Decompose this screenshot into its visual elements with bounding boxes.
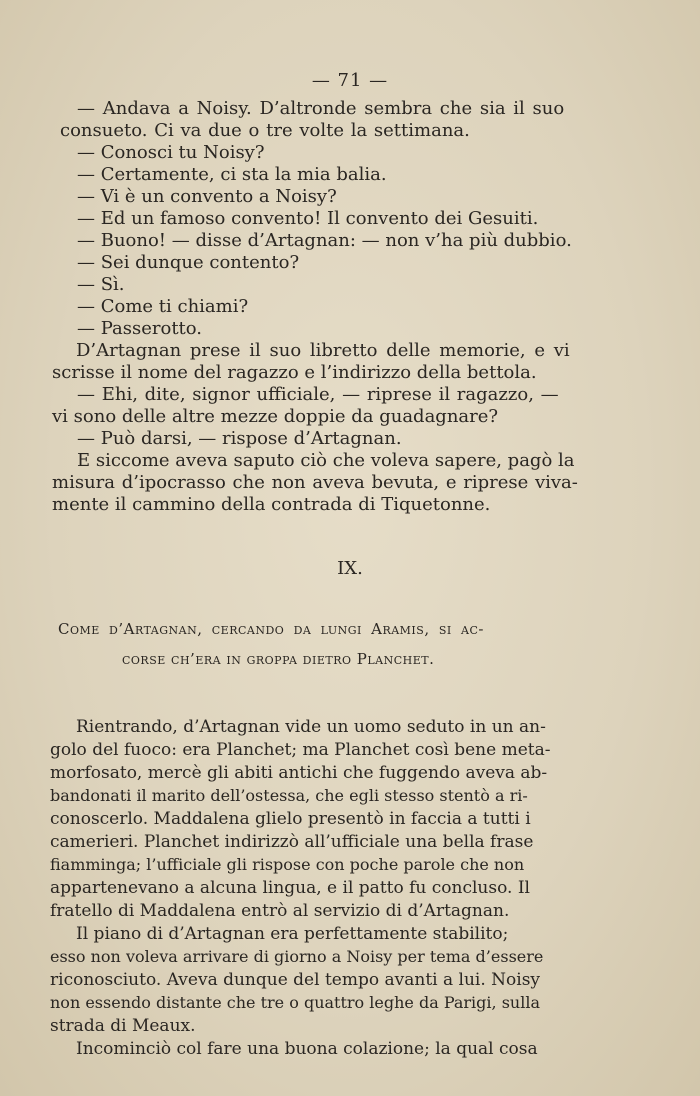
text-line: esso non voleva arrivare di giorno a Noisy per tema d’essere: [50, 947, 544, 966]
text-line: non essendo distante che tre o quattro leghe da Parigi, sulla: [50, 993, 540, 1012]
text-line: Incominciò col fare una buona colazione; la qual cosa: [76, 1039, 538, 1059]
text-line: camerieri. Planchet indirizzò all’ufficiale una bella frase: [50, 832, 534, 852]
text-line: — Passerotto.: [77, 318, 203, 339]
text-line: — Conosci tu Noisy?: [77, 142, 265, 163]
chapter-title-line: Come d’Artagnan, cercando da lungi Aramis, si ac-: [58, 620, 484, 638]
text-line: D’Artagnan prese il suo libretto delle memorie, e vi: [76, 340, 570, 361]
text-line: strada di Meaux.: [50, 1016, 196, 1036]
text-line: mente il cammino della contrada di Tiquetonne.: [52, 494, 491, 515]
text-line: riconosciuto. Aveva dunque del tempo avanti a lui. Noisy: [50, 970, 541, 990]
text-line: — Può darsi, — rispose d’Artagnan.: [77, 428, 402, 449]
text-line: fratello di Maddalena entrò al servizio di d’Artagnan.: [50, 901, 510, 921]
text-line: E siccome aveva saputo ciò che voleva sapere, pagò la: [77, 450, 575, 471]
text-line: — Sei dunque contento?: [77, 252, 300, 273]
text-line: — Ehi, dite, signor ufficiale, — riprese il ragazzo, —: [77, 384, 559, 405]
page-number: — 71 —: [311, 70, 389, 91]
text-line: — Sì.: [77, 274, 125, 295]
text-line: fiamminga; l’ufficiale gli rispose con poche parole che non: [50, 855, 525, 874]
text-line: — Andava a Noisy. D’altronde sembra che sia il suo: [77, 98, 565, 119]
text-line: golo del fuoco: era Planchet; ma Planchet così bene meta-: [50, 740, 551, 760]
text-line: bandonati il marito dell’ostessa, che egli stesso stentò a ri-: [50, 786, 528, 805]
text-line: Rientrando, d’Artagnan vide un uomo seduto in un an-: [76, 717, 546, 737]
text-line: conoscerlo. Maddalena glielo presentò in faccia a tutti i: [50, 809, 531, 829]
text-line: — Buono! — disse d’Artagnan: — non v’ha più dubbio.: [77, 230, 572, 251]
text-line: appartenevano a alcuna lingua, e il patto fu concluso. Il: [50, 878, 530, 898]
text-line: — Ed un famoso convento! Il convento dei Gesuiti.: [77, 208, 539, 229]
text-line: morfosato, mercè gli abiti antichi che fuggendo aveva ab-: [50, 763, 548, 783]
text-line: — Certamente, ci sta la mia balia.: [77, 164, 387, 185]
text-line: consueto. Ci va due o tre volte la settimana.: [60, 120, 470, 141]
text-line: scrisse il nome del ragazzo e l’indirizzo della bettola.: [52, 362, 537, 383]
text-line: — Come ti chiami?: [77, 296, 249, 317]
text-line: — Vi è un convento a Noisy?: [77, 186, 337, 207]
text-line: Il piano di d’Artagnan era perfettamente stabilito;: [76, 924, 509, 944]
chapter-title-line: corse ch’era in groppa dietro Planchet.: [122, 650, 435, 668]
text-line: vi sono delle altre mezze doppie da guadagnare?: [52, 406, 499, 427]
text-line: misura d’ipocrasso che non aveva bevuta, e riprese viva-: [52, 472, 578, 493]
section-number: IX.: [337, 558, 363, 579]
